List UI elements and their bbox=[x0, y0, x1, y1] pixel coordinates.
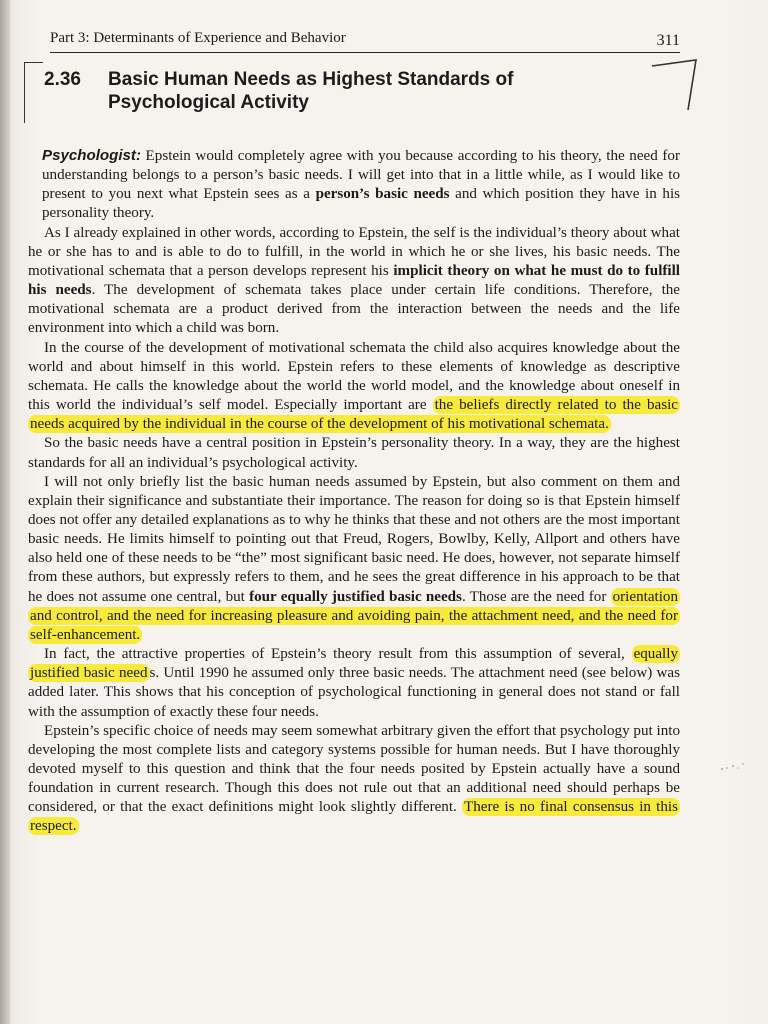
text: Epstein’s specific choice of needs may seem somewhat arbitrary given the effort that psychology put into developing the most complete lists and category systems possible for human needs. But I have thoroughly devoted myself to this question and think that the four needs posited by Epstein actually have a sound foundation in current research. Though this does not rule out that an additional need should perhaps be considered, or that the exact definitions might look slightly different. bbox=[28, 722, 680, 816]
text: So the basic needs have a central position in Epstein’s personality theory. In a way, they are the highest standards for all an individual’s psychological activity. bbox=[28, 435, 680, 471]
bold-phrase: person’s basic needs bbox=[315, 186, 450, 203]
highlighted-phrase: equally justified basic need bbox=[30, 646, 678, 682]
text: I will not only briefly list the basic human needs assumed by Epstein, but also comment on them and explain their significance and substantiate their importance. The reason for doing so is that Epstein himself does not offer any detailed explanations as to why he thinks that these and not others are the most important basic needs. He limits himself to pointing out that Freud, Rogers, Bowlby, Kelly, Allport and others have also held one of these needs to be “the” most significant basic need. He does, however, not separate himself from these authors, but expressly refers to them, and he sees the great difference in his approach to be that he does not assume one central, but bbox=[28, 473, 680, 605]
highlighted-phrase: There is no final consensus in this respect. bbox=[30, 799, 678, 835]
section-number: 2.36 bbox=[44, 69, 81, 90]
pencil-smudge-icon bbox=[718, 760, 748, 774]
book-spine-shadow bbox=[0, 0, 10, 1024]
paragraph-5 bbox=[28, 473, 680, 645]
speaker-label: Psychologist: bbox=[42, 147, 141, 164]
paragraph-2 bbox=[28, 224, 680, 339]
heading-bracket bbox=[24, 62, 43, 123]
text: and which position they have in his personality theory. bbox=[42, 186, 681, 222]
text: In fact, the attractive properties of Epstein’s theory result from this assumption of several, bbox=[44, 646, 632, 663]
paragraph-1 bbox=[28, 146, 680, 224]
running-head bbox=[50, 30, 680, 53]
running-head-title: Part 3: Determinants of Experience and Behavior bbox=[50, 30, 346, 46]
text: s. Until 1990 he assumed only three basic needs. The attachment need (see below) was added later. This shows that his conception of psychological functioning in general does not stand or fall with the assumption of exactly these four needs. bbox=[28, 665, 680, 720]
section-title: Basic Human Needs as Highest Standards of Psychological Activity bbox=[108, 69, 514, 113]
text: . Those are the need for bbox=[461, 588, 611, 605]
bold-phrase: implicit theory on what he must do to fulfill his needs bbox=[28, 262, 680, 299]
page-number: 311 bbox=[656, 32, 680, 49]
highlighted-phrase: orientation and control, and the need for increasing pleasure and avoiding pain, the attachment need, and the need for self-enhancement. bbox=[30, 588, 678, 643]
bold-phrase: four equally justified basic needs bbox=[249, 588, 462, 605]
text: . The development of schemata takes place under certain life conditions. Therefore, the motivational schemata are a product derived from the interaction between the needs and the life environment into which a child was born. bbox=[28, 282, 681, 337]
text: Epstein would completely agree with you because according to his theory, the need for understanding belongs to a person’s basic needs. I will get into that in a little while, as I would like to present to you next what Epstein sees as a bbox=[42, 148, 680, 203]
body-text bbox=[28, 146, 680, 837]
highlighted-phrase: the beliefs directly related to the basic needs acquired by the individual in the course of the development of his motivational schemata. bbox=[30, 397, 678, 433]
paragraph-3 bbox=[28, 339, 680, 435]
chapter-mark-seven-icon bbox=[650, 56, 700, 112]
paragraph-4 bbox=[28, 434, 680, 472]
paragraph-7 bbox=[28, 722, 680, 837]
paragraph-6 bbox=[28, 645, 680, 722]
text: As I already explained in other words, according to Epstein, the self is the individual’s theory about what he or she has to and is able to do to fulfill, in the world in which he or she lives, his basic needs. The motivational schemata that a person develops represent his bbox=[28, 224, 680, 279]
text: In the course of the development of motivational schemata the child also acquires knowledge about the world and about himself in this world. Epstein refers to these elements of knowledge as descriptive schemata. He calls the knowledge about the world the world model, and the knowledge about oneself in this world the individual’s self model. Especially important are bbox=[28, 339, 680, 414]
